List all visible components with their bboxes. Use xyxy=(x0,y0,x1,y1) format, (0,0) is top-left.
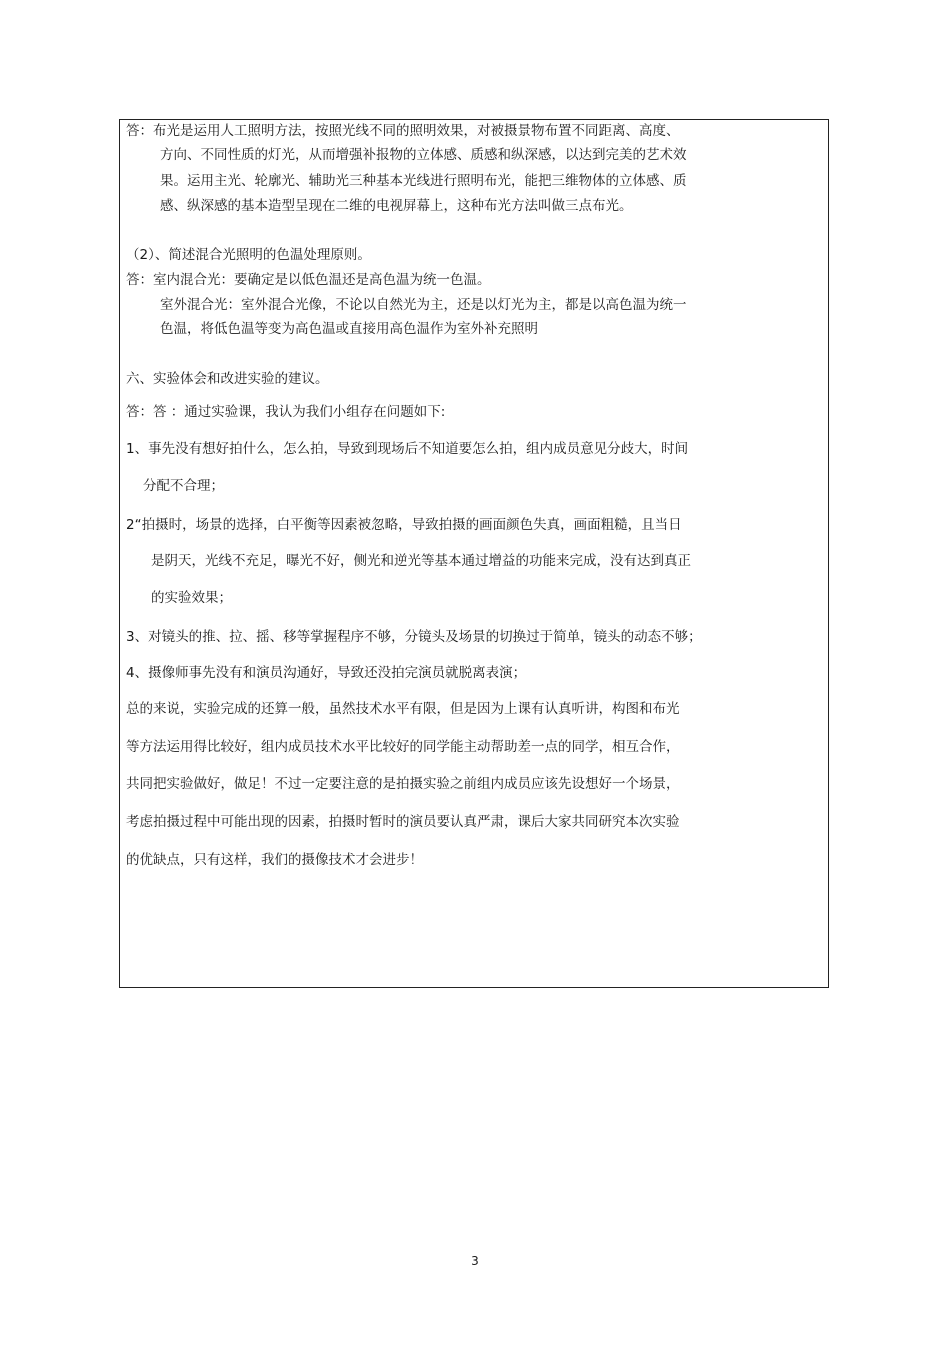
text-line: 2“拍摄时，场景的选择，白平衡等因素被忽略，导致拍摄的画面颜色失真，画面粗糙，且当日 xyxy=(126,517,682,533)
text-line: 是阴天，光线不充足，曝光不好，侧光和逆光等基本通过增益的功能来完成，没有达到真正 xyxy=(151,553,691,569)
question-heading: （2）、简述混合光照明的色温处理原则。 xyxy=(126,247,371,263)
text-line: 的实验效果； xyxy=(151,590,232,606)
page-number: 3 xyxy=(471,1254,479,1268)
text-line: 感、纵深感的基本造型呈现在二维的电视屏幕上，这种布光方法叫做三点布光。 xyxy=(160,198,633,214)
text-line: 答：布光是运用人工照明方法，按照光线不同的照明效果，对被摄景物布置不同距离、高度、 xyxy=(126,123,680,139)
text-line: 3、对镜头的推、拉、摇、移等掌握程序不够，分镜头及场景的切换过于简单，镜头的动态不够； xyxy=(126,629,702,645)
text-line: 答：答 ：通过实验课，我认为我们小组存在问题如下: xyxy=(126,404,446,420)
text-line: 1、事先没有想好拍什么，怎么拍，导致到现场后不知道要怎么拍，组内成员意见分歧大，时间 xyxy=(126,441,689,457)
text-line: 方向、不同性质的灯光，从而增强补报物的立体感、质感和纵深感，以达到完美的艺术效 xyxy=(160,147,687,163)
text-line: 室外混合光：室外混合光像，不论以自然光为主，还是以灯光为主，都是以高色温为统一 xyxy=(160,297,687,313)
text-line: 考虑拍摄过程中可能出现的因素，拍摄时暂时的演员要认真严肃，课后大家共同研究本次实验 xyxy=(126,814,680,830)
text-line: 分配不合理； xyxy=(143,478,224,494)
text-line: 4、摄像师事先没有和演员沟通好，导致还没拍完演员就脱离表演； xyxy=(126,665,527,681)
text-line: 共同把实验做好，做足！不过一定要注意的是拍摄实验之前组内成员应该先设想好一个场景， xyxy=(126,776,680,792)
text-line: 总的来说，实验完成的还算一般，虽然技术水平有限，但是因为上课有认真听讲，构图和布光 xyxy=(126,701,680,717)
text-line: 色温，将低色温等变为高色温或直接用高色温作为室外补充照明 xyxy=(160,321,538,337)
text-line: 的优缺点，只有这样，我们的摄像技术才会进步！ xyxy=(126,852,423,868)
text-line: 等方法运用得比较好，组内成员技术水平比较好的同学能主动帮助差一点的同学，相互合作， xyxy=(126,739,680,755)
section-heading: 六、实验体会和改进实验的建议。 xyxy=(126,371,329,387)
text-line: 果。运用主光、轮廓光、辅助光三种基本光线进行照明布光，能把三维物体的立体感、质 xyxy=(160,173,687,189)
text-line: 答：室内混合光：要确定是以低色温还是高色温为统一色温。 xyxy=(126,272,491,288)
